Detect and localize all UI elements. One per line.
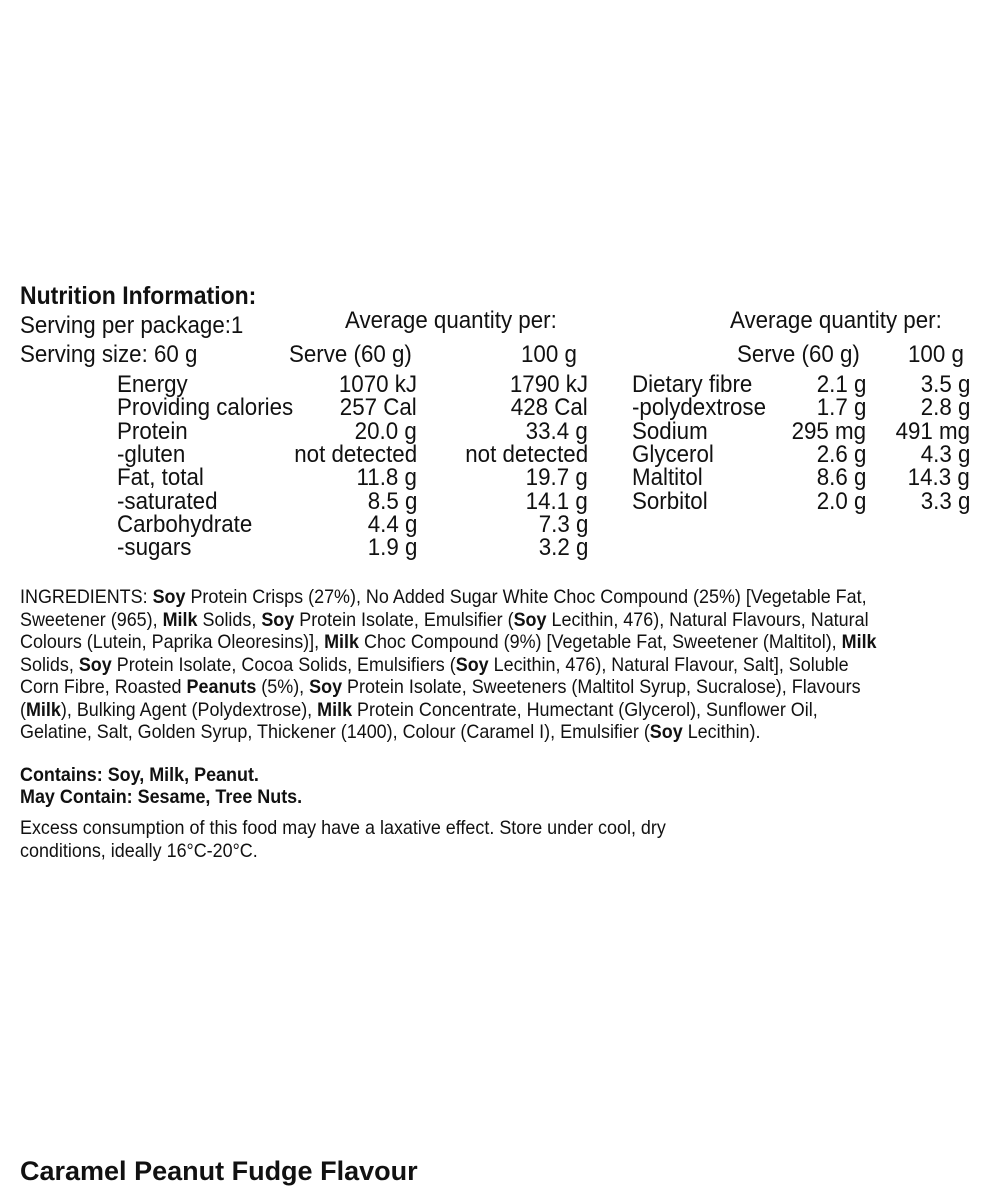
allergen-highlight: Milk	[324, 631, 360, 653]
ingredient-text: (5%),	[256, 676, 310, 698]
nutrient-left-per100-value: 33.4 g	[525, 417, 588, 445]
ingredient-text: Protein Crisps (27%), No Added Sugar White Choc Compound (25%) [Vegetable Fat,	[185, 586, 867, 608]
allergen-highlight: Peanuts	[186, 676, 257, 698]
allergen-highlight: Soy	[261, 608, 295, 631]
ingredient-text: Protein Isolate, Emulsifier (	[294, 608, 514, 631]
ingredient-text: Solids,	[20, 653, 79, 676]
allergen-highlight: Soy	[513, 608, 547, 631]
ingredient-text: Protein Isolate, Cocoa Solids, Emulsifiers (	[111, 653, 456, 676]
nutrient-right-serve-value: 2.6 g	[816, 440, 866, 468]
ingredient-text: Protein Concentrate, Humectant (Glycerol), Sunflower Oil,	[352, 698, 818, 721]
nutrient-left-per100-value: not detected	[465, 440, 588, 468]
allergen-statement	[20, 764, 302, 808]
nutrient-left-serve-value: 11.8 g	[356, 464, 417, 492]
nutrient-right-per100-value: 2.8 g	[920, 394, 970, 422]
may-contain-line: May Contain: Sesame, Tree Nuts.	[20, 786, 303, 808]
serving-per-package: Serving per package:1	[20, 312, 244, 339]
nutrient-right-serve-value: 2.0 g	[816, 487, 866, 515]
ingredient-text: ), Bulking Agent (Polydextrose),	[60, 698, 318, 721]
allergen-highlight: Milk	[162, 608, 198, 631]
contains-line: Contains: Soy, Milk, Peanut.	[20, 764, 259, 786]
ingredient-text: Colours (Lutein, Paprika Oleoresins)],	[20, 631, 325, 653]
nutrient-right-per100-value: 491 mg	[895, 417, 970, 445]
nutrient-left-name: -saturated	[117, 487, 218, 515]
nutrient-left-serve-value: not detected	[294, 440, 417, 468]
avg-qty-heading-right: Average quantity per:	[730, 307, 942, 334]
ingredient-text: Lecithin, 476), Natural Flavours, Natural	[546, 608, 869, 631]
nutrient-right-name: -polydextrose	[632, 394, 766, 422]
nutrient-left-per100-value: 7.3 g	[538, 510, 588, 538]
ingredient-text: Corn Fibre, Roasted	[20, 676, 187, 698]
nutrient-left-serve-value: 257 Cal	[340, 394, 417, 422]
allergen-highlight: Soy	[152, 586, 186, 608]
ingredient-text: INGREDIENTS:	[20, 586, 153, 608]
nutrient-left-name: Providing calories	[117, 394, 294, 422]
nutrient-left-serve-value: 1.9 g	[367, 534, 417, 562]
ingredient-text: Sweetener (965),	[20, 608, 163, 631]
ingredients-text	[20, 586, 977, 744]
nutrient-left-per100-value: 19.7 g	[525, 464, 588, 492]
nutrient-right-name: Maltitol	[632, 464, 703, 492]
nutrient-left-per100-value: 1790 kJ	[509, 371, 588, 398]
nutrient-right-name: Dietary fibre	[632, 371, 753, 398]
nutrient-right-per100-value: 4.3 g	[920, 440, 970, 468]
per100-header-left: 100 g	[521, 341, 577, 368]
allergen-highlight: Soy	[78, 653, 112, 676]
product-name: Caramel Peanut Fudge Flavour	[20, 1156, 418, 1186]
nutrient-right-per100-value: 3.3 g	[920, 487, 970, 515]
nutrient-left-per100-value: 3.2 g	[538, 534, 588, 562]
ingredient-text: Lecithin).	[682, 721, 761, 743]
nutrient-left-serve-value: 1070 kJ	[338, 371, 417, 398]
nutrient-right-name: Sodium	[632, 417, 708, 445]
per100-header-right: 100 g	[908, 341, 964, 368]
nutrient-left-serve-value: 4.4 g	[367, 510, 417, 538]
nutrient-right-serve-value: 295 mg	[791, 417, 866, 445]
allergen-highlight: Milk	[317, 698, 353, 721]
nutrient-left-serve-value: 20.0 g	[354, 417, 417, 445]
nutrient-right-serve-value: 2.1 g	[816, 371, 866, 398]
ingredient-text: Gelatine, Salt, Golden Syrup, Thickener (1400), Colour (Caramel I), Emulsifier (	[20, 721, 650, 743]
nutrient-left-per100-value: 14.1 g	[525, 487, 588, 515]
nutrient-left-name: Carbohydrate	[117, 510, 253, 538]
nutrient-left-name: Protein	[117, 417, 188, 445]
serving-size: Serving size: 60 g	[20, 341, 198, 368]
nutrient-right-serve-value: 8.6 g	[816, 464, 866, 492]
nutrient-right-per100-value: 14.3 g	[907, 464, 970, 492]
ingredient-text: (	[20, 698, 26, 721]
storage-warning	[20, 817, 774, 862]
nutrient-left-name: -gluten	[117, 440, 186, 468]
avg-qty-heading-left: Average quantity per:	[345, 307, 557, 334]
allergen-highlight: Soy	[649, 721, 683, 743]
warning-line-1: Excess consumption of this food may have a laxative effect. Store under cool, dry	[20, 817, 666, 839]
nutrition-title: Nutrition Information:	[20, 282, 257, 310]
allergen-highlight: Milk	[841, 631, 877, 653]
nutrient-right-serve-value: 1.7 g	[816, 394, 866, 422]
ingredient-text: Choc Compound (9%) [Vegetable Fat, Sweetener (Maltitol),	[359, 631, 842, 653]
serve-header-right: Serve (60 g)	[737, 341, 860, 368]
nutrient-left-name: Energy	[117, 371, 188, 398]
allergen-highlight: Soy	[455, 653, 489, 676]
warning-line-2: conditions, ideally 16°C-20°C.	[20, 839, 258, 862]
nutrient-right-name: Glycerol	[632, 440, 714, 468]
serve-header-left: Serve (60 g)	[289, 341, 412, 368]
nutrient-left-name: Fat, total	[117, 464, 204, 492]
ingredient-text: Lecithin, 476), Natural Flavour, Salt], Soluble	[488, 653, 849, 676]
ingredient-text: Protein Isolate, Sweeteners (Maltitol Syrup, Sucralose), Flavours	[342, 676, 861, 698]
nutrient-right-name: Sorbitol	[632, 487, 708, 515]
nutrient-left-serve-value: 8.5 g	[367, 487, 417, 515]
allergen-highlight: Milk	[25, 698, 61, 721]
ingredient-text: Solids,	[197, 608, 262, 631]
nutrient-right-per100-value: 3.5 g	[920, 371, 970, 398]
nutrient-left-per100-value: 428 Cal	[511, 394, 588, 422]
allergen-highlight: Soy	[309, 676, 343, 698]
nutrient-left-name: -sugars	[117, 534, 192, 562]
